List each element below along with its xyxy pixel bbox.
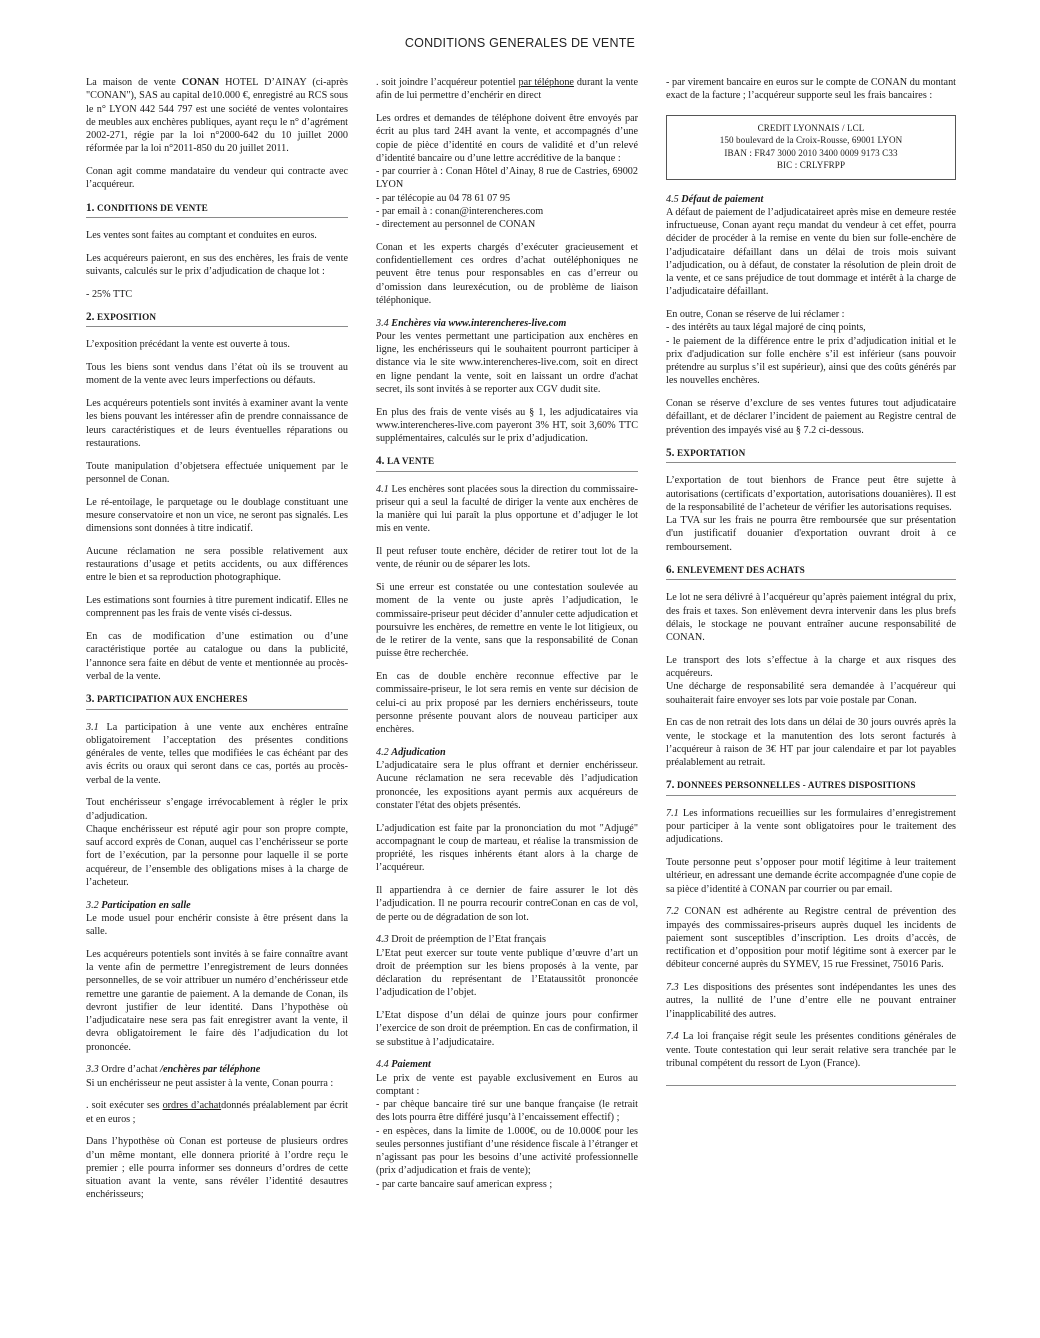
column-middle <box>376 76 666 1200</box>
clause-text-7-2: CONAN est adhérente au Registre central de prévention des impayés des commissaires-priseurs auprès duquel les incidents de paiement sont susceptibles d’inscription. Les droits d’accès, de rectification et d’opposition pour motif légitime sont à exercer par le débiteur concerné auprès du SYMEV, 15 rue Fressinet, 75016 Paris. <box>666 906 956 971</box>
section2-paragraph-7: Les estimations sont fournies à titre purement indicatif. Elles ne comprennent pas les frais de vente visés ci-dessus. <box>86 595 348 620</box>
section-number-2: 2. <box>86 310 95 323</box>
clause-error-dispute: Si une erreur est constatée ou une contestation soulevée au moment de la vente ou juste après l’adjudication, le commissaire-priseur peut décider d’annuler cette adjudication et poursuivre les enchères, de remettre en vente le lot litigieux, ou de le retirer de la vente, sans que la responsabilité de Conan puisse être recherchée. <box>376 582 638 660</box>
sub-heading-3-3 <box>86 1063 348 1076</box>
sub-index-4-4: 4.4 <box>376 1059 389 1071</box>
clause-refuse-bids: Il peut refuser toute enchère, décider de retirer tout lot de la vente, de réunir ou de séparer les lots. <box>376 546 638 571</box>
page-title: CONDITIONS GENERALES DE VENTE <box>404 36 636 50</box>
section2-paragraph-4: Toute manipulation d’objetsera effectuée uniquement par le personnel de Conan. <box>86 460 348 485</box>
clause-7-1 <box>666 807 956 847</box>
sub-title-4-3: Droit de préemption de l’Etat français <box>391 934 547 946</box>
claim-item-interest: - des intérêts au taux légal majoré de cinq points, <box>666 322 866 334</box>
contact-line-email: - par email à : conan@interencheres.com <box>376 205 544 217</box>
section2-paragraph-3: Les acquéreurs potentiels sont invités à examiner avant la vente les biens pouvant les intéresser afin de prendre connaissance de leurs caractéristiques et de leurs éventuelles réparations ou restaurations. <box>86 398 348 449</box>
clause-text-3-1: La participation à une vente aux enchères entraîne obligatoirement l’acceptation des présentes conditions générales de vente, telles que modifiées le cas échéant par des avis écrits ou oraux qui seront dans ce cas, portés au procès-verbal de la vente. <box>86 721 348 786</box>
payment-method-cash: - en espèces, dans la limite de 1.000€, ou de 10.000€ pour les seules personnes justifiant d’une résidence fiscale à l’étranger et n’agissant pas pour les besoins d’une activité professionnelle (prix d’adjudication et frais de vente); <box>376 1125 638 1177</box>
section-title-2: EXPOSITION <box>97 311 157 322</box>
payment-method-card: - par carte bancaire sauf american express ; <box>376 1178 553 1190</box>
clause-orders-requirements: Les ordres et demandes de téléphone doivent être envoyés par écrit au plus tard 24H avant la vente, et accompagnés d’une copie de pièce d’identité en cours de validité et d’un relevé d’identité bancaire ou d’une lettre accréditive de la banque : <box>376 113 638 164</box>
section-title-4: LA VENTE <box>387 456 435 467</box>
clause-4-3-b: L’Etat dispose d’un délai de quinze jours pour confirmer l’exercice de son droit de préemption. En cas de confirmation, il se substitue à l’adjudicataire. <box>376 1010 638 1048</box>
sub-heading-4-2 <box>376 746 638 759</box>
section1-paragraph-1: Les ventes sont faites au comptant et conduites en euros. <box>86 229 317 241</box>
section1-paragraph-2: Les acquéreurs paieront, en sus des enchères, les frais de vente suivants, calculés sur le prix d’adjudication de chaque lot : <box>86 252 348 277</box>
par-telephone-underline: par téléphone <box>518 77 574 88</box>
sub-title-3-3-plain: Ordre d’achat <box>101 1064 161 1076</box>
bottom-divider <box>666 1085 956 1086</box>
phone-post-text: durant la vente afin de lui permettre d’enchérir en direct <box>376 77 638 102</box>
section-title-3: PARTICIPATION AUX ENCHERES <box>97 694 248 705</box>
payment-method-transfer: - par virement bancaire en euros sur le compte de CONAN du montant exact de la facture ; l’acquéreur supporte seul les frais bancaires : <box>666 77 956 102</box>
payment-method-cheque: - par chèque bancaire tiré sur une banque française (le retrait des lots pourra être différé jusqu’à l’encaissement effectif) ; <box>376 1099 638 1124</box>
section2-paragraph-2: Tous les biens sont vendus dans l’état où ils se trouvent au moment de la vente avec leurs imperfections ou défauts. <box>86 362 348 387</box>
clause-own-account: Chaque enchérisseur est réputé agir pour son propre compte, sauf accord exprès de Conan, auquel cas l’enchérisseur se porte fort de l’exécution, par la personne pour laquelle il se porte acquéreur, de l’ensemble des obligations mises à la charge de l’acheteur. <box>86 823 348 888</box>
clause-data-objection: Toute personne peut s’opposer pour motif légitime à leur traitement ultérieur, en adressant une demande écrite accompagnée d'une copie de sa pièce d’identité à CONAN par courrier ou par email. <box>666 857 956 895</box>
intro-paragraph-1: La maison de vente CONAN HOTEL D’AINAY (ci-après "CONAN"), SAS au capital de10.000 €, enregistré au RCS sous le n° LYON 442 544 797 est une société de ventes volontaires de meubles aux enchères publiques, ayant reçu le n° d’agrément 2002-271, régie par la loi n°2000-642 du 10 juillet 2000 réformée par la loi n°2011-850 du 20 juillet 2011. <box>86 77 348 155</box>
sub-heading-4-4 <box>376 1058 638 1071</box>
column-left <box>86 76 376 1211</box>
sub-heading-4-5 <box>666 193 956 206</box>
clause-text-4-1: Les enchères sont placées sous la direction du commissaire-priseur qui a seul la faculté de diriger la vente aux enchères de la manière qui lui paraît la plus opportune et d’adjuger le lot mis en vente. <box>376 483 638 535</box>
bank-iban: IBAN : FR47 3000 2010 3400 0009 9173 C33 <box>724 147 898 158</box>
clause-3-4-a: Pour les ventes permettant une participation aux enchères en ligne, les enchérisseurs qui le souhaitent pourront participer à distance via le site www.interencheres-live.com, soit en direct en ligne pendant la vente, soit en laissant un ordre d'achat secret, ils sont invités à se reporter aux CGV dudit site. <box>376 330 638 395</box>
section-number-7: 7. <box>666 779 675 792</box>
section-number-1: 1. <box>86 201 95 214</box>
section-number-4: 4. <box>376 455 385 468</box>
clause-4-5-c: Conan se réserve d’exclure de ses ventes futures tout adjudicataire défaillant, et de déclarer l’incident de paiement au Registre central de prévention des impayés visé au § 7.2 ci-dessous. <box>666 398 956 436</box>
sub-heading-3-2 <box>86 899 348 912</box>
section2-paragraph-1: L’exposition précédant la vente est ouverte à tous. <box>86 339 290 351</box>
order-post-text: donnés préalablement par écrit et en euros ; <box>86 1100 349 1125</box>
sub-title-3-2: Participation en salle <box>101 899 191 911</box>
sub-index-3-3: 3.3 <box>86 1064 99 1076</box>
sub-index-3-4: 3.4 <box>376 317 389 329</box>
clause-4-2-a: L’adjudicataire sera le plus offrant et dernier enchérisseur. Aucune réclamation ne sera recevable dès l’adjudication prononcée, les expositions ayant permis aux acquéreurs de constater l'état des objets présentés. <box>376 760 638 811</box>
clause-3-3-a: Si un enchérisseur ne peut assister à la vente, Conan pourra : <box>86 1077 334 1089</box>
clause-index-7-2: 7.2 <box>666 906 679 918</box>
section-heading-3 <box>86 693 348 709</box>
clause-4-1 <box>376 483 638 536</box>
clause-3-3-c: Dans l’hypothèse où Conan est porteuse de plusieurs ordres d’un même montant, elle donnera priorité à l’ordre reçu le premier ; elle pourra informer ses donneurs d’ordres de cette situation avant la vente, sans révéler l’identité desautres enchérisseurs; <box>86 1136 348 1201</box>
column-right <box>666 76 956 1086</box>
clause-3-2-a: Le mode usuel pour enchérir consiste à être présent dans la salle. <box>86 912 348 938</box>
section-number-6: 6. <box>666 563 675 576</box>
clause-index-4-1: 4.1 <box>376 483 389 495</box>
clause-4-5-a: A défaut de paiement de l’adjudicataireet après mise en demeure restée infructueuse, Conan ayant reçu mandat du vendeur à cet effet, pourra décider de procéder à la remise en vente du bien sur folle-enchère de l’adjudicataire défaillant dans un délai de trois mois suivant l’adjudication, ou à défaut, de constater la résolution de plein droit de la vente, et ce sans préjudice de tout dommage et intérêt à la charge de l’adjudicataire défaillant. <box>666 206 956 298</box>
bank-bic: BIC : CRLYFRPP <box>776 160 846 171</box>
three-column-layout <box>0 50 1040 1211</box>
clause-phone-bidding <box>376 76 638 103</box>
clause-double-bid: En cas de double enchère reconnue effective par le commissaire-priseur, le lot sera remis en vente sur décision de celui-ci au prix proposé par les derniers enchérisseurs, toute personne présente pouvant alors de nouveau participer aux enchères. <box>376 671 638 736</box>
section2-paragraph-6: Aucune réclamation ne sera possible relativement aux restaurations d’usage et petits accidents, ou aux différences entre le bien et sa reproduction photographique. <box>86 545 348 584</box>
order-pre-text: . soit exécuter ses <box>86 1100 163 1112</box>
sub-title-4-5: Défaut de paiement <box>681 193 764 205</box>
section-title-6: ENLEVEMENT DES ACHATS <box>677 564 805 575</box>
clause-3-4-b: En plus des frais de vente visés au § 1, les adjudicataires via www.interencheres-live.com payeront 3% HT, soit 3,60% TTC supplémentaires, calculés sur le prix d’adjudication. <box>376 406 638 444</box>
section5-paragraph-1: L’exportation de tout bienhors de France peut être sujette à autorisations (certificats d’exportation, autorisations douanières). Il est de la responsabilité de l’acheteur de vérifier les autorisations requises. <box>666 475 956 513</box>
clause-engagement: Tout enchérisseur s’engage irrévocablement à régler le prix d’adjudication. <box>86 797 348 822</box>
sub-title-3-4: Enchères via www.interencheres-live.com <box>391 317 567 329</box>
section6-paragraph-2: Le transport des lots s’effectue à la charge et aux risques des acquéreurs. <box>666 654 956 680</box>
sub-heading-4-3 <box>376 933 638 946</box>
sub-title-3-3-italic: /enchères par téléphone <box>160 1064 261 1076</box>
section-heading-5 <box>666 447 956 463</box>
section6-paragraph-4: En cas de non retrait des lots dans un délai de 30 jours ouvrés après la vente, le stockage et la manutention des lots seront facturés à l’acquéreur à raison de 3€ HT par jour calendaire et par lot payables préalablement au retrait. <box>666 717 956 769</box>
section6-paragraph-3: Une décharge de responsabilité sera demandée à l’acquéreur qui souhaiterait faire envoyer ses lots par voie postale par Conan. <box>666 681 956 706</box>
phone-pre-text: . soit joindre l’acquéreur potentiel <box>376 77 519 88</box>
section2-paragraph-8: En cas de modification d’une estimation ou d’une caractéristique portée au catalogue ou dans la publicité, l’annonce sera faite en début de vente et mentionnée au procès-verbal de la vente. <box>86 631 348 682</box>
section-number-5: 5. <box>666 446 675 459</box>
bank-details-box <box>666 115 956 180</box>
bank-name: CREDIT LYONNAIS / LCL <box>757 122 865 133</box>
section-heading-1 <box>86 202 348 218</box>
contact-line-fax: - par télécopie au 04 78 61 07 95 <box>376 192 511 204</box>
clause-4-2-c: Il appartiendra à ce dernier de faire assurer le lot dès l’adjudication. Il ne pourra recourir contreConan en cas de vol, de perte ou de dégradation de son lot. <box>376 885 638 923</box>
clause-7-4 <box>666 1030 956 1070</box>
clause-text-7-4: La loi française régit seule les présentes conditions générales de vente. Toute contestation qui leur serait relative sera tranchée par le tribunal compétent du ressort de Lyon (France). <box>666 1031 956 1069</box>
section6-paragraph-1: Le lot ne sera délivré à l’acquéreur qu’après paiement intégral du prix, des frais et taxes. Son enlèvement devra intervenir dans les plus brefs délais, le stockage ne pouvant entraîner aucune responsabilité de CONAN. <box>666 592 956 644</box>
clause-4-3-a: L’Etat peut exercer sur toute vente publique d’œuvre d’art un droit de préemption sur les biens proposés à la vente, par déclaration du représentant de l’Etataussitôt prononcée l’adjudication de l’objet. <box>376 947 638 999</box>
section-heading-2 <box>86 311 348 327</box>
bank-address: 150 boulevard de la Croix-Rousse, 69001 LYON <box>719 135 903 146</box>
clause-4-2-b: L’adjudication est faite par la prononciation du mot "Adjugé" accompagnant le coup de marteau, et réalise la transmission de propriété, les risques inhérents étant alors à la charge de l’acquéreur. <box>376 822 638 874</box>
contact-line-staff: - directement au personnel de CONAN <box>376 219 536 230</box>
claim-item-difference: - le paiement de la différence entre le prix d’adjudication initial et le prix d'adjudication sur folle enchère s’il est inférieur (sans pouvoir prétendre au surplus s’il est supérieur), ainsi que des coûts générés par les nouvelles enchères. <box>666 335 956 387</box>
sub-index-4-2: 4.2 <box>376 746 389 758</box>
sub-index-3-2: 3.2 <box>86 899 99 911</box>
sub-title-4-4: Paiement <box>391 1059 431 1071</box>
clause-4-4-a: Le prix de vente est payable exclusivement en Euros au comptant : <box>376 1072 638 1097</box>
clause-experts-liability: Conan et les experts chargés d’exécuter gracieusement et confidentiellement ces ordres d’achat outéléphoniques ne peuvent être tenus pour responsables en cas d’erreur ou d’omission dans leurexécution, ou de problème de liaison téléphonique. <box>376 241 638 306</box>
sub-heading-3-4 <box>376 317 638 330</box>
clause-index-7-3: 7.3 <box>666 982 679 994</box>
section2-paragraph-5: Le ré-entoilage, le parquetage ou le doublage constituant une mesure conservatoire et non un vice, ne seront pas signalés. Les dimensions sont données à titre indicatif. <box>86 496 348 535</box>
section-title-1: CONDITIONS DE VENTE <box>97 202 208 213</box>
section-title-5: EXPORTATION <box>677 447 746 458</box>
section-heading-6 <box>666 564 956 580</box>
sub-index-4-3: 4.3 <box>376 934 389 946</box>
section-number-3: 3. <box>86 693 95 706</box>
clause-3-1 <box>86 721 348 787</box>
clause-7-3 <box>666 981 956 1021</box>
contact-line-mail: - par courrier à : Conan Hôtel d’Ainay, 8 rue de Castries, 69002 LYON <box>376 166 638 191</box>
section-title-7: DONNEES PERSONNELLES - AUTRES DISPOSITIONS <box>677 780 916 791</box>
sub-title-4-2: Adjudication <box>391 746 446 758</box>
clause-7-2 <box>666 905 956 971</box>
clause-3-2-b: Les acquéreurs potentiels sont invités à se faire connaître avant la vente afin de permettre l’enregistrement de leurs données personnelles, de se voir attribuer un numéro d’enchérisseur etde remettre une garantie de paiement. A la demande de Conan, ils devront justifier de leur identité. Dans l’hypothèse où l’adjudicataire nese sera pas fait enregistrer avant la vente, il devra obligatoirement le faire dès l’adjudication du lot prononcée. <box>86 948 348 1053</box>
clause-index-7-4: 7.4 <box>666 1031 679 1043</box>
section1-fee-line: - 25% TTC <box>86 288 133 300</box>
sub-index-4-5: 4.5 <box>666 193 679 205</box>
ordres-achat-underline: ordres d’achat <box>162 1100 222 1112</box>
clause-text-7-3: Les dispositions des présentes sont indépendantes les unes des autres, la nullité de l’une d’entre elle ne pouvant entrainer l’inapplicabilité des autres. <box>666 982 956 1020</box>
clause-text-7-1: Les informations recueillies sur les formulaires d’enregistrement pour participer à la vente sont obligatoires pour le traitement des adjudications. <box>666 807 956 846</box>
clause-4-5-intro: En outre, Conan se réserve de lui réclamer : <box>666 309 845 321</box>
clause-3-3-b <box>86 1099 348 1126</box>
section-heading-4 <box>376 455 638 471</box>
section5-paragraph-2: La TVA sur les frais ne pourra être remboursée que sur présentation d'un justificatif douanier d'exportation ouvrant droit à ce remboursement. <box>666 515 956 553</box>
clause-index-3-1: 3.1 <box>86 721 99 733</box>
intro-paragraph-2: Conan agit comme mandataire du vendeur qui contracte avec l’acquéreur. <box>86 166 348 191</box>
section-heading-7 <box>666 779 956 795</box>
clause-index-7-1: 7.1 <box>666 807 679 819</box>
